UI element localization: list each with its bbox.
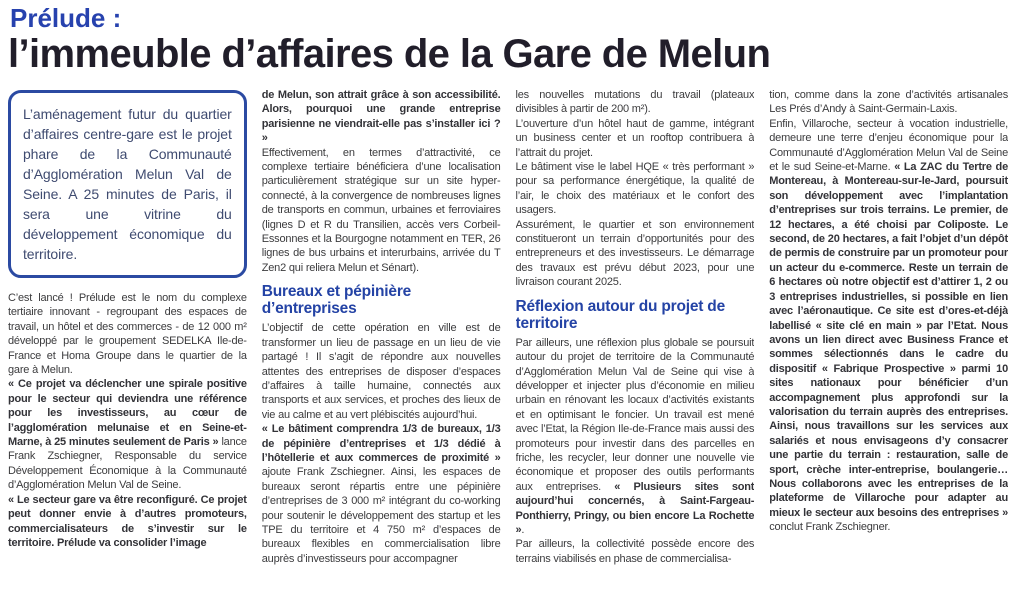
quote-text: « Le bâtiment comprendra 1/3 de bureaux, 1/3 de pépinière d’entreprises et 1/3 dédié à l’hôtellerie et aux commerces de proximité » [261,423,501,464]
article-column-4 [769,88,1008,585]
quote-text: « Le secteur gare va être reconfiguré. Ce projet peut donner envie à d’autres promoteurs, commercialisateurs de s’investir sur le territoire. Prélude va consolider l’image [8,493,247,549]
intro-box [8,90,247,278]
article-column-1 [8,88,247,585]
paragraph [262,146,501,276]
article-columns [8,88,1008,585]
paragraph [516,117,755,160]
paragraph [516,160,755,218]
paragraph [516,537,755,566]
text-run: Enfin, Villaroche, secteur à vocation industrielle, demeure une terre d’enjeu économique pour la Communauté d’Agglomération Melun Val de Seine et le sud Seine-et-Marne. [769,117,1008,174]
quote-text: « La ZAC du Tertre de Montereau, à Montereau-sur-le-Jard, poursuit son développement avec l’implantation d’entreprises sur trois terrains. Le premier, de 12 hectares, a été choisi par Coliposte. Le second, de 20 hectares, a fait l’objet d’un dépôt de permis de construire par un promoteur pour un acteur du e-commerce. Reste un terrain de 6 hectares où notre objectif est d’attirer 1, 2 ou 3 entreprises industrielles, si possible en lien avec l’aéronautique. Ce site est d’ores-et-déjà labellisé « site clé en main » par l’Etat. Nous avons un lien direct avec Business France et sommes sélectionnés dans le cadre du dispositif « Fabrique Prospective » parmi 10 sites nationaux pour bénéficier d’un accompagnement plus approfondi sur la valorisation du terrain auprès des entreprises. Ainsi, nous travaillons sur les services aux salariés et nous envisageons d’y consacrer une partie du terrain : restauration, salle de sport, crèche inter-entreprise, boulangerie… Nous collaborons avec les entreprises de la plateforme de Villaroche pour adapter au mieux le secteur aux besoins des entreprises » [769,161,1008,519]
quote-text: de Melun, son attrait grâce à son accessibilité. Alors, pourquoi une grande entreprise parisienne ne viendrait-elle pas s’installer ici ? » [261,89,501,145]
quote-text: « Ce projet va déclencher une spirale positive pour le secteur qui deviendra une référence pour les investisseurs, au cœur de l’agglomération melunaise et en Seine-et-Marne, à 25 minutes seulement de Paris » [8,378,247,449]
paragraph [769,117,1008,535]
text-run: . [521,523,525,536]
paragraph [769,88,1008,117]
article-column-2 [262,88,501,585]
section-heading-reflexion: Réflexion autour du projet de territoire [515,297,725,332]
section-heading-bureaux: Bureaux et pépinière d’entreprises [261,283,412,318]
text-run: les nouvelles mutations du travail (plateaux divisibles à partir de 200 m²). [515,89,755,116]
quote-text: « Plusieurs sites sont aujourd’hui concernés, à Saint-Fargeau-Ponthierry, Pringy, ou bien encore La Rochette » [515,480,755,536]
text-run: Le bâtiment vise le label HQE « très performant » pour sa performance énergétique, la qualité de l’air, le choix des matériaux et le confort des usagers. [515,161,755,217]
intro-box-text: L’aménagement futur du quartier d’affaires centre-gare est le projet phare de la Communauté d’Agglomération Melun Val de Seine. A 25 minutes de Paris, il sera une vitrine du développement économique du territoire. [23,106,232,262]
article-column-3 [516,88,755,585]
paragraph [516,336,755,538]
paragraph [8,291,247,377]
paragraph [516,218,755,290]
paragraph [262,321,501,422]
paragraph [516,88,755,117]
text-run: Par ailleurs, la collectivité possède encore des terrains viabilisés en phase de commercialisa- [515,538,755,565]
article-kicker: Prélude : [10,3,122,33]
text-run: tion, comme dans la zone d’activités artisanales Les Prés d’Andy à Saint-Germain-Laxis. [769,89,1008,116]
text-run: conclut Frank Zschiegner. [769,521,891,534]
text-run: Par ailleurs, une réflexion plus globale se poursuit autour du projet de territoire de la Communauté d’Agglomération Melun Val de Seine qui vise à développer et injecter plus d’économie en milieu urbain en rénovant les locaux d’activités existants et en optimisant le foncier. Un travail est mené avec l’Etat, la Région Ile-de-France mais aussi des promoteurs pour investir dans des parcelles en friche, les recycler, leur donner une nouvelle vie économique et proposer des outils performants aux entreprises. [515,336,755,493]
text-run: L’objectif de cette opération en ville est de transformer un lieu de passage en un lieu de vie partagé ! Il s’agit de répondre aux nouvelles attentes des entreprises de disposer d’espaces d’affaires à taille humaine, connectés aux transports et aux services, et proches des lieux de vie au calme et au vert plébiscités aujourd’hui. [261,322,501,421]
text-run: Assurément, le quartier et son environnement constitueront un terrain d’opportunités pour des entrepreneurs et des investisseurs. Le démarrage des travaux est prévu début 2023, pour une livraison courant 2025. [515,218,755,289]
paragraph [8,493,247,551]
paragraph [8,377,247,492]
paragraph [262,422,501,566]
text-run: L’ouverture d’un hôtel haut de gamme, intégrant un business center et un rooftop contribuera à l’attrait du projet. [515,117,755,159]
text-run: Effectivement, en termes d’attractivité, ce complexe tertiaire bénéficiera d’une localisation particulièrement stratégique sur un site hyper-connecté, à la convergence de nombreuses lignes de transports en commun, urbaines et ferroviaires (lignes D et R du Transilien, accès vers Corbeil-Essonnes et la Bourgogne notamment en TER, 26 lignes de bus urbains et interurbains, arrivée du T Zen2 qui reliera Melun et Sénart). [261,146,501,274]
text-run: lance Frank Zschiegner, Responsable du service Développement Économique à la Communauté d’Agglomération Melun Val de Seine. [8,436,247,492]
page-title: l’immeuble d’affaires de la Gare de Melun [8,32,771,76]
text-run: ajoute Frank Zschiegner. Ainsi, les espaces de bureaux seront répartis entre une pépinière d’entreprises de 3 000 m² intégrant du co-working pour soutenir le développement des startup et les TPE du territoire et 4 750 m² d’espaces de bureaux flexibles en commercialisation libre auprès d’investisseurs pour accompagner [261,466,501,565]
text-run: C’est lancé ! Prélude est le nom du complexe tertiaire innovant - regroupant des espaces de travail, un hôtel et des commerces - de 12 000 m² développé par le groupement SEDELKA Ile-de-France et Homa Groupe dans le quartier de la gare à Melun. [8,292,247,377]
paragraph [262,88,501,146]
